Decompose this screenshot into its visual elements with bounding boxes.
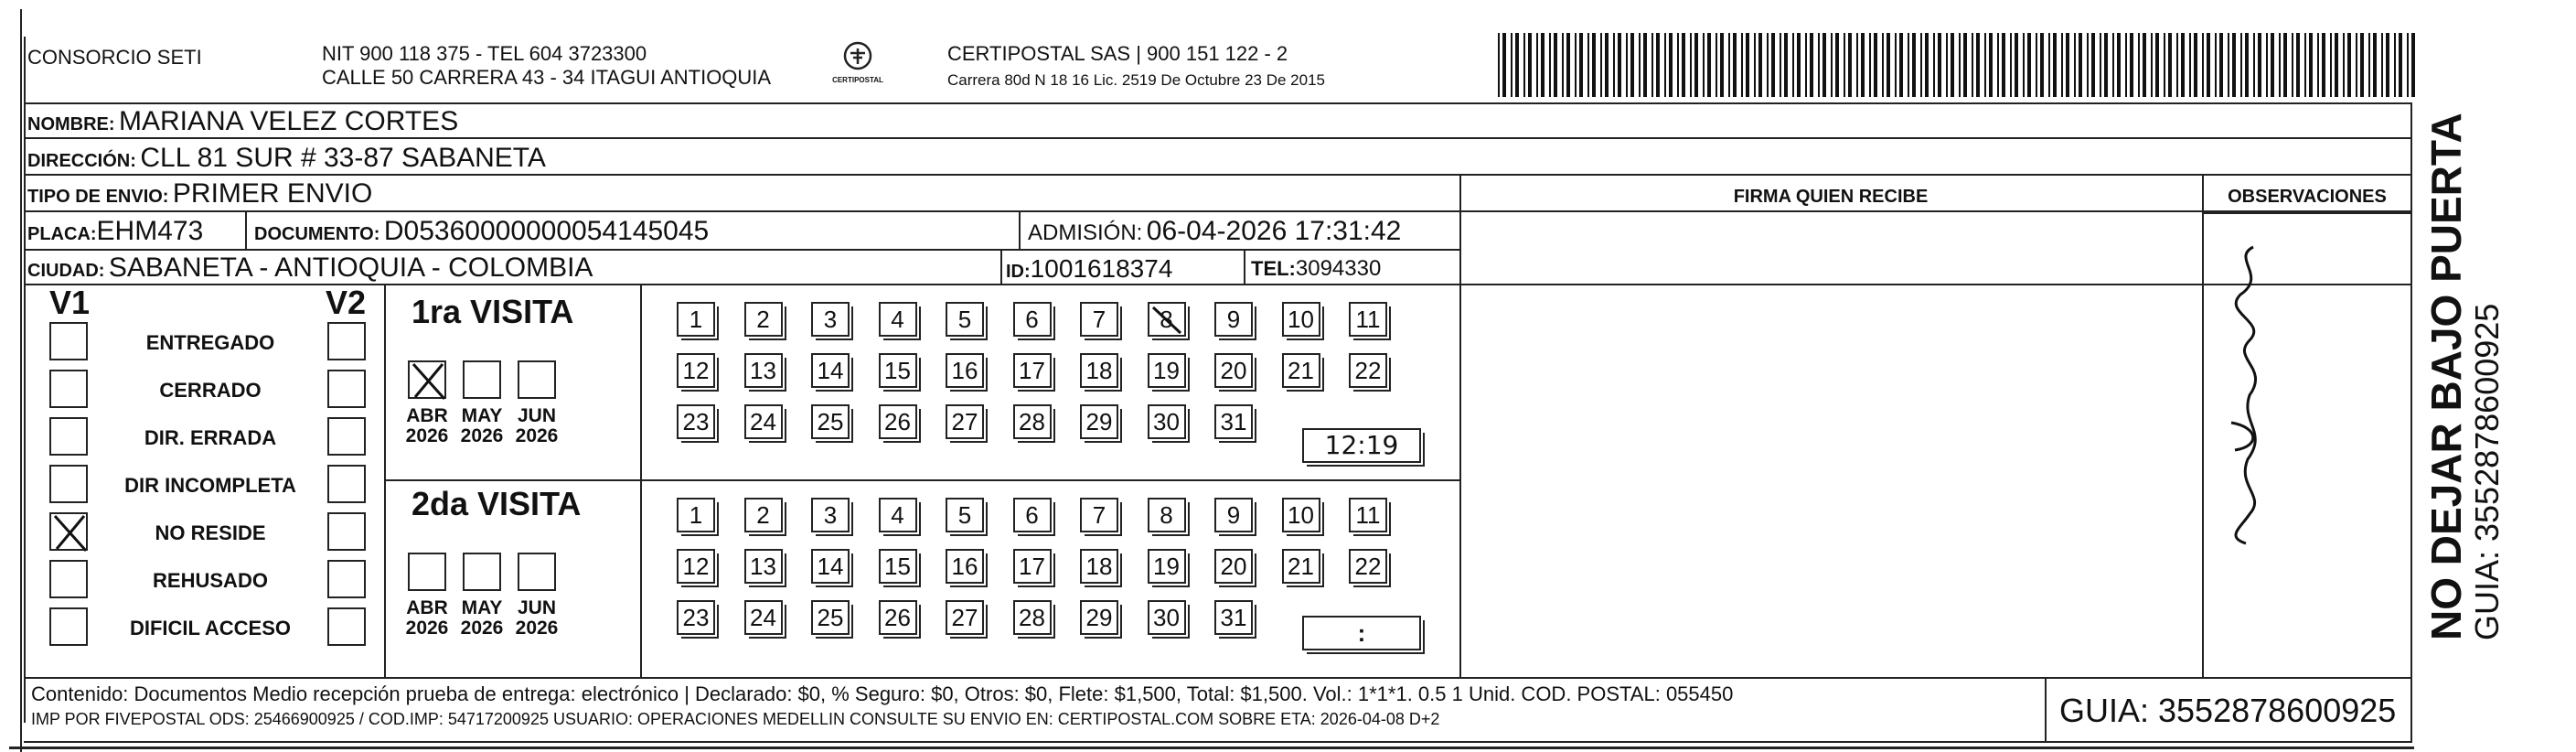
barcode-bar xyxy=(1887,33,1890,97)
day-box[interactable]: 27 xyxy=(946,404,984,439)
barcode-bar xyxy=(1754,33,1756,97)
status-v2-checkbox[interactable] xyxy=(327,417,366,456)
barcode-bar xyxy=(2258,33,2261,97)
barcode-bar xyxy=(1707,33,1711,97)
month-checkbox[interactable] xyxy=(463,553,501,591)
barcode-bar xyxy=(1920,33,1922,97)
tel-field xyxy=(1251,256,1381,282)
tel-value: 3094330 xyxy=(1295,256,1382,281)
barcode-bar xyxy=(2347,33,2351,97)
visit2-time[interactable]: : xyxy=(1302,616,1421,650)
handwritten-signature xyxy=(2213,240,2286,551)
status-label: DIR INCOMPLETA xyxy=(124,474,296,497)
barcode-bar xyxy=(1938,33,1941,97)
status-v2-checkbox[interactable] xyxy=(327,560,366,598)
day-box[interactable]: 18 xyxy=(1080,549,1118,584)
barcode-bar xyxy=(1733,33,1737,97)
barcode-bar xyxy=(1780,33,1781,97)
barcode-bar xyxy=(2091,33,2095,97)
barcode-bar xyxy=(1575,33,1577,97)
visit1-title: 1ra VISITA xyxy=(412,293,574,330)
barcode-bar xyxy=(1895,33,1897,97)
footer-guia: GUIA: 3552878600925 xyxy=(2059,692,2397,729)
day-box[interactable]: 11 xyxy=(1349,498,1387,532)
barcode-bar xyxy=(2381,33,2383,97)
barcode-bar xyxy=(1669,33,1673,97)
barcode-bar xyxy=(2104,33,2108,97)
barcode-bar xyxy=(1639,33,1641,97)
day-box[interactable]: 27 xyxy=(946,600,984,635)
day-box[interactable]: 5 xyxy=(946,498,984,532)
barcode-bar xyxy=(1822,33,1826,97)
day-box[interactable]: 29 xyxy=(1080,404,1118,439)
barcode-bar xyxy=(1810,33,1813,97)
barcode-bar xyxy=(1643,33,1647,97)
day-box[interactable]: 28 xyxy=(1013,600,1052,635)
company-name: CONSORCIO SETI xyxy=(27,46,202,69)
month-checkbox[interactable] xyxy=(408,553,446,591)
barcode-bar xyxy=(1690,33,1692,97)
visit2-title: 2da VISITA xyxy=(412,485,582,522)
barcode-bar xyxy=(2356,33,2357,97)
barcode-bar xyxy=(2036,33,2037,97)
admission-label: ADMISIÓN: xyxy=(1028,220,1143,245)
barcode-bar xyxy=(1587,33,1589,97)
day-box[interactable]: 15 xyxy=(879,549,917,584)
barcode-bar xyxy=(2335,33,2338,97)
barcode-bar xyxy=(1856,33,1858,97)
barcode-bar xyxy=(1605,33,1609,97)
barcode-bar xyxy=(2015,33,2018,97)
id-value: 1001618374 xyxy=(1030,254,1173,283)
barcode-bar xyxy=(2168,33,2172,97)
barcode-bar xyxy=(2322,33,2325,97)
day-box[interactable]: 31 xyxy=(1214,404,1253,439)
plate-field xyxy=(27,216,203,247)
barcode-bar xyxy=(2074,33,2076,97)
day-box[interactable]: 22 xyxy=(1349,549,1387,584)
document-value: D05360000000054145045 xyxy=(383,216,710,246)
barcode-bar xyxy=(1626,33,1628,97)
day-box[interactable]: 11 xyxy=(1349,302,1387,337)
day-box[interactable]: 6 xyxy=(1013,498,1052,532)
day-box[interactable]: 10 xyxy=(1282,302,1320,337)
certipostal-line: CERTIPOSTAL SAS | 900 151 122 - 2 xyxy=(947,42,1288,65)
status-v2-checkbox[interactable] xyxy=(327,607,366,646)
shipment-type-field xyxy=(27,178,372,209)
barcode-bar xyxy=(1523,33,1525,97)
admission-value: 06-04-2026 17:31:42 xyxy=(1146,216,1402,246)
barcode-bar xyxy=(1716,33,1717,97)
day-box[interactable]: 18 xyxy=(1080,353,1118,388)
day-box[interactable]: 21 xyxy=(1282,353,1320,388)
barcode-bar xyxy=(1613,33,1615,97)
barcode-bar xyxy=(1502,33,1506,97)
address-field xyxy=(27,143,546,174)
barcode-bar xyxy=(2053,33,2057,97)
barcode-bar xyxy=(1946,33,1948,97)
barcode-bar xyxy=(1741,33,1743,97)
check-mark-icon xyxy=(408,360,448,401)
day-box[interactable]: 13 xyxy=(744,549,783,584)
barcode-bar xyxy=(1805,33,1807,97)
day-box[interactable]: 23 xyxy=(677,600,715,635)
city-label: CIUDAD: xyxy=(27,261,105,281)
barcode-bar xyxy=(2189,33,2191,97)
day-box[interactable]: 24 xyxy=(744,600,783,635)
day-box[interactable]: 2 xyxy=(744,302,783,337)
barcode-bar xyxy=(2087,33,2089,97)
name-field xyxy=(27,106,458,137)
barcode-bar xyxy=(2228,33,2229,97)
status-label: DIFICIL ACCESO xyxy=(129,617,291,639)
barcode-bar xyxy=(1592,33,1596,97)
barcode-bar xyxy=(1861,33,1865,97)
day-box[interactable]: 20 xyxy=(1214,353,1253,388)
barcode-bar xyxy=(1844,33,1845,97)
barcode-bar xyxy=(2232,33,2236,97)
barcode-bar xyxy=(2194,33,2197,97)
day-box[interactable]: 12 xyxy=(677,353,715,388)
barcode-bar xyxy=(2117,33,2121,97)
day-box[interactable]: 8 xyxy=(1148,302,1186,337)
day-box[interactable]: 17 xyxy=(1013,353,1052,388)
barcode-bar xyxy=(1694,33,1698,97)
barcode-bar xyxy=(2309,33,2313,97)
barcode-bar xyxy=(2330,33,2332,97)
barcode-bar xyxy=(1882,33,1884,97)
day-box[interactable]: 19 xyxy=(1148,549,1186,584)
barcode-bar xyxy=(1959,33,1961,97)
day-box[interactable]: 4 xyxy=(879,302,917,337)
barcode-bar xyxy=(1511,33,1512,97)
barcode-bar xyxy=(1566,33,1570,97)
document-label: DOCUMENTO: xyxy=(254,224,380,244)
day-box[interactable]: 29 xyxy=(1080,600,1118,635)
side-notice-line1: NO DEJAR BAJO PUERTA xyxy=(2422,113,2470,640)
barcode-bar xyxy=(2373,33,2377,97)
status-v1-checkbox[interactable] xyxy=(49,465,88,503)
barcode-bar xyxy=(1758,33,1762,97)
barcode-bar xyxy=(1912,33,1916,97)
day-box[interactable]: 14 xyxy=(811,549,850,584)
day-box[interactable]: 17 xyxy=(1013,549,1052,584)
shipment-type-value: PRIMER ENVIO xyxy=(172,178,373,209)
barcode-bar xyxy=(2386,33,2389,97)
barcode-bar xyxy=(1831,33,1833,97)
barcode-bar xyxy=(2002,33,2005,97)
day-box[interactable]: 5 xyxy=(946,302,984,337)
tel-label: TEL: xyxy=(1251,257,1296,280)
status-label: ENTREGADO xyxy=(145,331,275,354)
day-box[interactable]: 14 xyxy=(811,353,850,388)
barcode-bar xyxy=(2207,33,2210,97)
status-v1-checkbox[interactable] xyxy=(49,370,88,408)
barcode-bar xyxy=(1498,33,1500,97)
day-box[interactable]: 12 xyxy=(677,549,715,584)
barcode-bar xyxy=(1989,33,1993,97)
barcode-bar xyxy=(1600,33,1602,97)
barcode-bar xyxy=(1933,33,1935,97)
day-mark-icon xyxy=(1149,304,1186,337)
day-box[interactable]: 21 xyxy=(1282,549,1320,584)
address-label: DIRECCIÓN: xyxy=(27,151,136,171)
barcode-bar xyxy=(2215,33,2217,97)
barcode-bar xyxy=(1728,33,1730,97)
day-box[interactable]: 28 xyxy=(1013,404,1052,439)
company-address: CALLE 50 CARRERA 43 - 34 ITAGUI ANTIOQUIA xyxy=(322,66,772,89)
barcode-bar xyxy=(1515,33,1519,97)
document-field xyxy=(254,216,709,247)
barcode-bar xyxy=(2061,33,2063,97)
barcode-bar xyxy=(1818,33,1820,97)
day-box[interactable]: 25 xyxy=(811,600,850,635)
shipment-type-label: TIPO DE ENVIO: xyxy=(27,187,169,207)
barcode-bar xyxy=(1767,33,1769,97)
day-box[interactable]: 24 xyxy=(744,404,783,439)
day-box[interactable]: 16 xyxy=(946,353,984,388)
barcode-bar xyxy=(2164,33,2165,97)
barcode-bar xyxy=(1630,33,1634,97)
side-notice-guia: GUIA: 3552878600925 xyxy=(2468,303,2506,640)
month-checkbox[interactable] xyxy=(518,553,556,591)
month-checkbox[interactable] xyxy=(518,360,556,399)
barcode-bar xyxy=(2394,33,2396,97)
day-box[interactable]: 31 xyxy=(1214,600,1253,635)
barcode-bar xyxy=(2411,33,2415,97)
barcode-bar xyxy=(1703,33,1705,97)
status-label: REHUSADO xyxy=(153,569,268,592)
status-v1-checkbox[interactable] xyxy=(49,607,88,646)
check-mark-icon xyxy=(49,512,90,553)
barcode-bar xyxy=(2040,33,2044,97)
city-value: SABANETA - ANTIOQUIA - COLOMBIA xyxy=(108,252,593,283)
v2-header: V2 xyxy=(326,284,367,321)
barcode-bar xyxy=(2010,33,2012,97)
barcode-bar xyxy=(2399,33,2402,97)
barcode-bar xyxy=(1720,33,1724,97)
barcode-bar xyxy=(1792,33,1794,97)
status-v2-checkbox[interactable] xyxy=(327,370,366,408)
day-box[interactable]: 15 xyxy=(879,353,917,388)
day-box[interactable]: 7 xyxy=(1080,302,1118,337)
v1-header: V1 xyxy=(49,284,91,321)
day-box[interactable]: 7 xyxy=(1080,498,1118,532)
barcode-bar xyxy=(2292,33,2293,97)
barcode-bar xyxy=(1963,33,1967,97)
barcode-bar xyxy=(2112,33,2114,97)
barcode-bar xyxy=(1925,33,1929,97)
barcode-bar xyxy=(1771,33,1775,97)
barcode-bar xyxy=(1848,33,1852,97)
id-field xyxy=(1006,254,1172,284)
status-v2-checkbox[interactable] xyxy=(327,322,366,360)
barcode-bar xyxy=(2343,33,2345,97)
barcode-bar xyxy=(2155,33,2159,97)
day-box[interactable]: 3 xyxy=(811,302,850,337)
barcode-bar xyxy=(2407,33,2409,97)
status-v1-checkbox[interactable] xyxy=(49,560,88,598)
barcode-bar xyxy=(2151,33,2153,97)
barcode-bar xyxy=(2253,33,2255,97)
day-box[interactable]: 1 xyxy=(677,302,715,337)
barcode-bar xyxy=(1562,33,1564,97)
day-box[interactable]: 13 xyxy=(744,353,783,388)
barcode-bar xyxy=(2176,33,2178,97)
day-box[interactable]: 20 xyxy=(1214,549,1253,584)
day-box[interactable]: 30 xyxy=(1148,600,1186,635)
barcode-bar xyxy=(1579,33,1583,97)
month-label: JUN 2026 xyxy=(515,597,559,639)
day-box[interactable]: 22 xyxy=(1349,353,1387,388)
barcode-bar xyxy=(2317,33,2319,97)
day-box[interactable]: 26 xyxy=(879,404,917,439)
certipostal-logo xyxy=(830,40,885,84)
day-box[interactable]: 8 xyxy=(1148,498,1186,532)
barcode-bar xyxy=(1541,33,1545,97)
barcode-bar xyxy=(2023,33,2025,97)
barcode-bar xyxy=(1972,33,1973,97)
barcode-bar xyxy=(1869,33,1871,97)
barcode xyxy=(1498,33,2420,99)
barcode-bar xyxy=(1997,33,1999,97)
nit-line: NIT 900 118 375 - TEL 604 3723300 xyxy=(322,42,647,65)
day-box[interactable]: 9 xyxy=(1214,498,1253,532)
barcode-bar xyxy=(1908,33,1909,97)
barcode-bar xyxy=(2266,33,2268,97)
barcode-bar xyxy=(1656,33,1660,97)
barcode-bar xyxy=(2130,33,2133,97)
month-label: ABR 2026 xyxy=(405,405,449,446)
barcode-bar xyxy=(2048,33,2050,97)
admission-field xyxy=(1028,216,1401,247)
barcode-bar xyxy=(1899,33,1903,97)
barcode-bar xyxy=(2202,33,2204,97)
day-box[interactable]: 10 xyxy=(1282,498,1320,532)
name-value: MARIANA VELEZ CORTES xyxy=(119,106,459,136)
day-box[interactable]: 25 xyxy=(811,404,850,439)
license-line: Carrera 80d N 18 16 Lic. 2519 De Octubre 23 De 2015 xyxy=(947,71,1325,89)
barcode-bar xyxy=(2181,33,2185,97)
status-v1-checkbox[interactable] xyxy=(49,417,88,456)
barcode-bar xyxy=(2283,33,2287,97)
logo-icon xyxy=(842,40,873,71)
logo-text: CERTIPOSTAL xyxy=(832,76,883,84)
barcode-bar xyxy=(1677,33,1679,97)
barcode-bar xyxy=(2027,33,2031,97)
barcode-bar xyxy=(1651,33,1653,97)
barcode-bar xyxy=(1549,33,1551,97)
barcode-bar xyxy=(1554,33,1557,97)
day-box[interactable]: 1 xyxy=(677,498,715,532)
day-box[interactable]: 19 xyxy=(1148,353,1186,388)
status-v2-checkbox[interactable] xyxy=(327,512,366,551)
barcode-bar xyxy=(1874,33,1877,97)
barcode-bar xyxy=(1746,33,1749,97)
status-v2-checkbox[interactable] xyxy=(327,465,366,503)
barcode-bar xyxy=(2296,33,2300,97)
barcode-bar xyxy=(2100,33,2101,97)
barcode-bar xyxy=(2271,33,2274,97)
month-label: MAY 2026 xyxy=(460,597,504,639)
day-box[interactable]: 6 xyxy=(1013,302,1052,337)
barcode-bar xyxy=(1976,33,1980,97)
month-label: ABR 2026 xyxy=(405,597,449,639)
visit1-time[interactable]: 12:19 xyxy=(1302,428,1421,463)
day-box[interactable]: 16 xyxy=(946,549,984,584)
barcode-bar xyxy=(2079,33,2082,97)
name-label: NOMBRE: xyxy=(27,114,115,134)
footer-content-line: Contenido: Documentos Medio recepción prueba de entrega: electrónico | Declarado: $0, % Seguro: $0, Otros: $0, Flete: $1,500, Total: $1,500. Vol.: 1*1*1. 0.5 1 Unid. COD. POSTAL: 055450 xyxy=(31,682,1734,705)
day-box[interactable]: 4 xyxy=(879,498,917,532)
barcode-bar xyxy=(2219,33,2223,97)
city-field xyxy=(27,252,593,284)
month-checkbox[interactable] xyxy=(408,360,446,399)
id-label: ID: xyxy=(1006,262,1031,282)
month-checkbox[interactable] xyxy=(463,360,501,399)
barcode-bar xyxy=(1951,33,1954,97)
status-v1-checkbox[interactable] xyxy=(49,512,88,551)
barcode-bar xyxy=(2360,33,2364,97)
address-value: CLL 81 SUR # 33-87 SABANETA xyxy=(140,143,546,173)
day-box[interactable]: 2 xyxy=(744,498,783,532)
observations-header: OBSERVACIONES xyxy=(2228,187,2387,207)
barcode-bar xyxy=(1682,33,1685,97)
barcode-bar xyxy=(1528,33,1532,97)
day-box[interactable]: 30 xyxy=(1148,404,1186,439)
plate-value: EHM473 xyxy=(96,216,204,246)
month-label: JUN 2026 xyxy=(515,405,559,446)
day-box[interactable]: 3 xyxy=(811,498,850,532)
barcode-bar xyxy=(2304,33,2306,97)
day-box[interactable]: 23 xyxy=(677,404,715,439)
day-box[interactable]: 26 xyxy=(879,600,917,635)
barcode-bar xyxy=(2245,33,2249,97)
day-box[interactable]: 9 xyxy=(1214,302,1253,337)
barcode-bar xyxy=(2138,33,2140,97)
signature-header: FIRMA QUIEN RECIBE xyxy=(1733,187,1929,207)
status-label: NO RESIDE xyxy=(155,521,266,544)
barcode-bar xyxy=(2125,33,2127,97)
footer-print-line: IMP POR FIVEPOSTAL ODS: 25466900925 / COD.IMP: 54717200925 USUARIO: OPERACIONES MEDELLIN CONSULTE SU ENVIO EN: CERTIPOSTAL.COM SOBRE ETA: 2026-04-08 D+2 xyxy=(31,710,1440,728)
barcode-bar xyxy=(1536,33,1538,97)
barcode-bar xyxy=(2066,33,2069,97)
plate-label: PLACA: xyxy=(27,224,97,244)
barcode-bar xyxy=(1784,33,1788,97)
barcode-bar xyxy=(1984,33,1986,97)
barcode-bar xyxy=(2143,33,2146,97)
barcode-bar xyxy=(1618,33,1621,97)
barcode-bar xyxy=(1664,33,1666,97)
status-v1-checkbox[interactable] xyxy=(49,322,88,360)
month-label: MAY 2026 xyxy=(460,405,504,446)
barcode-bar xyxy=(1797,33,1801,97)
barcode-bar xyxy=(2368,33,2370,97)
status-label: CERRADO xyxy=(159,379,262,402)
barcode-bar xyxy=(2240,33,2242,97)
barcode-bar xyxy=(1835,33,1839,97)
side-notice xyxy=(2423,113,2506,640)
status-label: DIR. ERRADA xyxy=(144,426,277,449)
barcode-bar xyxy=(2279,33,2281,97)
